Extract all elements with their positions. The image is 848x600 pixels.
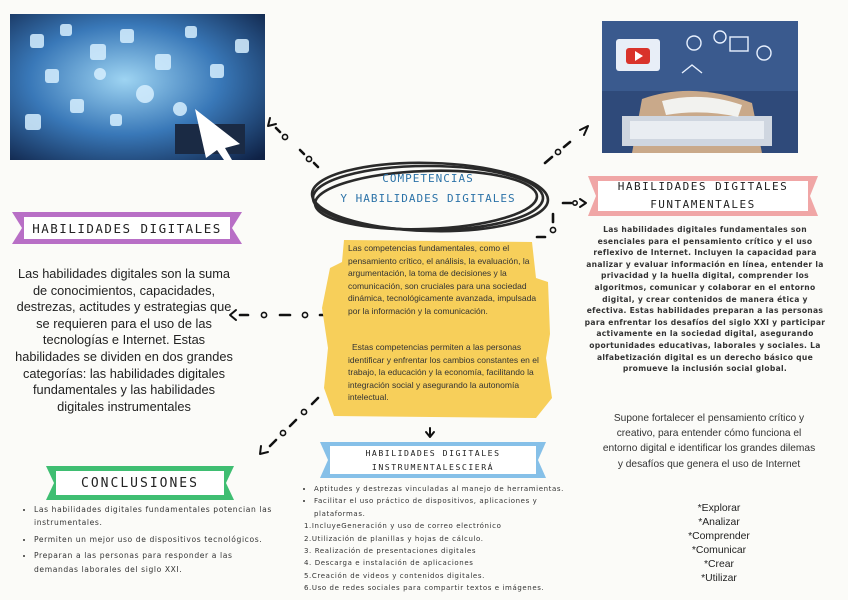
list-item: • Las habilidades digitales fundamentales potencian las instrumentales. <box>34 503 272 530</box>
list-item: • Preparan a las personas para responder a las demandas laborales del siglo XXI. <box>34 549 272 576</box>
banner-habilidades-digitales <box>12 208 242 248</box>
verb-item: *Comprender <box>688 531 750 542</box>
verb-item: *Crear <box>703 559 735 570</box>
list-item: 3. Realización de presentaciones digitales <box>304 547 477 556</box>
yellow-note-p1: Las competencias fundamentales, como el pensamiento crítico, el análisis, la evaluación, la argumentación, la toma de decisiones y la comunicación, son cruciales para una sociedad dinámica, tecnológicamente avanzada, impulsada por la información y la comunicación. <box>348 243 537 316</box>
banner-habilidades-fundamentales <box>588 174 818 218</box>
verb-item: *Explorar <box>697 503 741 514</box>
verbs-list <box>660 502 778 586</box>
list-item: • Aptitudes y destrezas vinculadas al manejo de herramientas. <box>314 483 564 495</box>
conclusions-list <box>22 503 272 576</box>
verb-item: *Analizar <box>698 517 740 528</box>
list-item: 4. Descarga e instalación de aplicaciones <box>304 559 474 568</box>
list-item: 5.Creación de videos y contenidos digitales. <box>304 571 485 580</box>
fundamentales-text: Las habilidades digitales fundamentales son esenciales para el pensamiento crítico y el uso reflexivo de Internet. Incluyen la capacidad para analizar y evaluar información en línea, entender la privacidad y la huella digital, comprender los algoritmos, comunicar y colaborar en el entorno digital, y crear contenidos de manera ética y efectiva. Estas habilidades preparan a las personas para enfrentar los desafíos del siglo XXI y participar activamente en la sociedad digital, asegurando oportunidades educativas, laborales y sociales. La alfabetización digital es un derecho básico que promueve la inclusión social global. <box>584 225 826 374</box>
yellow-note <box>322 238 552 420</box>
banner-fundamentales-line1: HABILIDADES DIGITALES <box>617 180 789 193</box>
laptop-photo <box>602 21 798 153</box>
tech-icons-photo <box>10 14 265 160</box>
fundamentales-summary: Supone fortalecer el pensamiento crítico y creativo, para entender cómo funciona el entorno digital e identificar los grandes dilemas y desafíos que genera el uso de Internet <box>602 413 816 470</box>
banner-fundamentales-line2: FUNTAMENTALES <box>650 198 756 211</box>
center-title-line1: COMPETENCIAS <box>382 172 474 185</box>
verb-item: *Utilizar <box>701 573 737 584</box>
instrumental-list <box>302 483 564 595</box>
list-item: 2.Utilización de planillas y hojas de cálculo. <box>304 534 484 543</box>
list-item: • Permiten un mejor uso de dispositivos tecnológicos. <box>34 533 272 546</box>
banner-conclusiones <box>46 464 234 502</box>
verb-item: *Comunicar <box>691 545 747 556</box>
banner-conclusiones-label: CONCLUSIONES <box>81 475 199 491</box>
yellow-note-p2: Estas competencias permiten a las personas identificar y enfrentar los cambios constantes en el trabajo, la educación y la economía, facilitando la integración social y asegurando la autonomía intelectual. <box>348 342 539 403</box>
center-title <box>306 160 550 240</box>
list-item: 1.IncluyeGeneración y uso de correo electrónico <box>304 522 502 531</box>
list-item: 6.Uso de redes sociales para compartir textos e imágenes. <box>304 584 545 593</box>
banner-instrumentales-line1: HABILIDADES DIGITALES <box>365 448 501 458</box>
left-definition-text: Las habilidades digitales son la suma de conocimientos, capacidades, destrezas, actitudes y estrategias que se requieren para el uso de las tecnologías e Internet. Estas habilidades se dividen en dos grandes categorías: las habilidades digitales fundamentales y las habilidades digitales instrumentales <box>15 266 233 414</box>
list-item: • Facilitar el uso práctico de dispositivos, aplicaciones y plataformas. <box>314 495 564 520</box>
banner-instrumentales-line2: INSTRUMENTALESCIERÁ <box>371 462 495 472</box>
banner-instrumentales <box>320 440 546 480</box>
center-title-line2: Y HABILIDADES DIGITALES <box>340 192 516 205</box>
banner-habilidades-digitales-label: HABILIDADES DIGITALES <box>32 220 222 236</box>
